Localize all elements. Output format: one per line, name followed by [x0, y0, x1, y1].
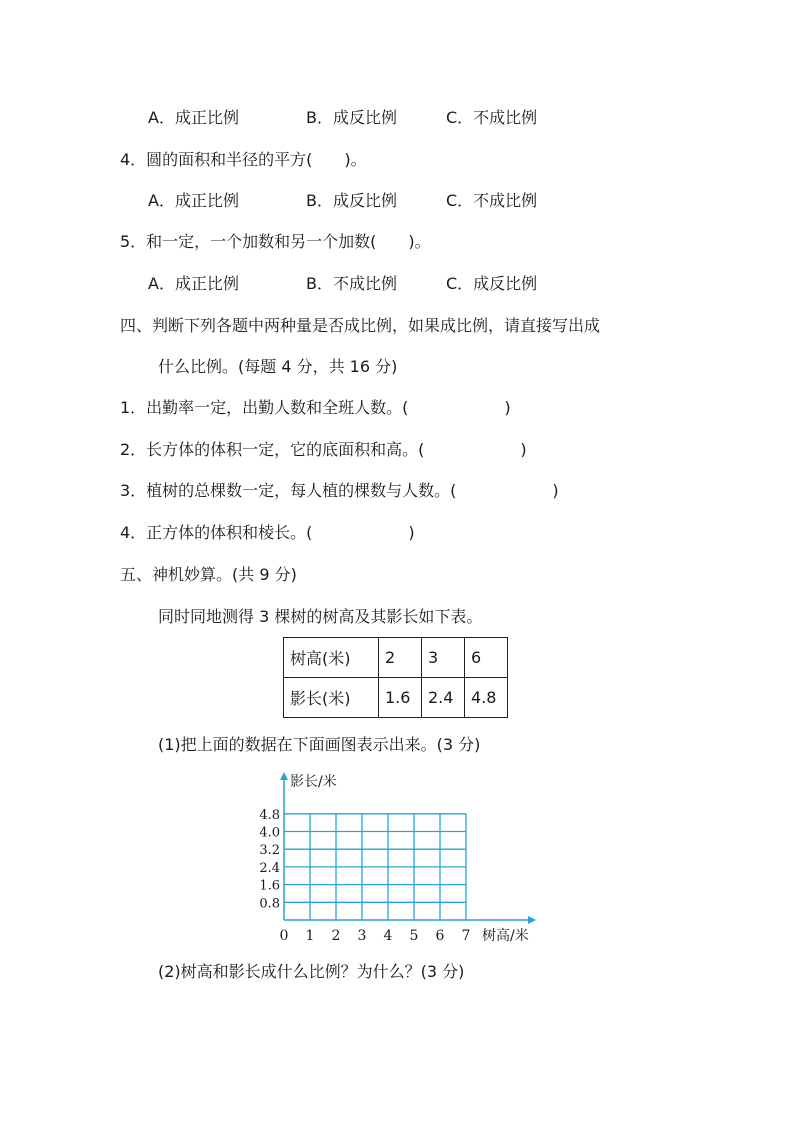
q5-option-c[interactable]: C．成反比例 — [446, 274, 538, 293]
q5-option-b[interactable]: B．不成比例 — [306, 274, 397, 293]
q5-text: 5．和一定，一个加数和另一个加数( )。 — [120, 232, 431, 251]
table-row — [284, 678, 508, 718]
y-tick-label: 2.4 — [259, 860, 280, 876]
section4-item-2[interactable]: 2．长方体的体积一定，它的底面积和高。( ) — [120, 440, 527, 459]
section4-title: 四、判断下列各题中两种量是否成比例，如果成比例，请直接写出成 — [120, 316, 601, 335]
blank-graph-grid[interactable] — [250, 770, 550, 950]
section4-item-4[interactable]: 4．正方体的体积和棱长。( ) — [120, 523, 415, 542]
table-row — [284, 638, 508, 678]
x-tick-label: 3 — [357, 928, 367, 944]
section5-title: 五、神机妙算。(共 9 分) — [120, 565, 297, 584]
x-tick-label: 4 — [383, 928, 393, 944]
y-tick-label: 3.2 — [259, 843, 280, 859]
section5-sub2: (2)树高和影长成什么比例？为什么？(3 分) — [158, 962, 465, 981]
y-tick-label: 1.6 — [259, 878, 280, 894]
table-cell: 1.6 — [379, 678, 422, 718]
section4-subtitle: 什么比例。(每题 4 分，共 16 分) — [158, 357, 398, 376]
table-header-shadow: 影长(米) — [284, 678, 379, 718]
x-tick-label: 7 — [461, 928, 471, 944]
q4-option-c[interactable]: C．不成比例 — [446, 191, 538, 210]
x-tick-label: 6 — [435, 928, 445, 944]
q4-option-b[interactable]: B．成反比例 — [306, 191, 397, 210]
section4-item-1[interactable]: 1．出勤率一定，出勤人数和全班人数。( ) — [120, 398, 511, 417]
y-tick-label: 4.8 — [259, 807, 280, 823]
y-axis-label: 影长/米 — [290, 774, 337, 790]
x-axis-label: 树高/米 — [482, 928, 529, 944]
tree-shadow-table — [283, 637, 508, 718]
q5-option-a[interactable]: A．成正比例 — [148, 274, 239, 293]
x-tick-label: 1 — [305, 928, 315, 944]
table-cell: 2 — [379, 638, 422, 678]
q4-option-a[interactable]: A．成正比例 — [148, 191, 239, 210]
x-tick-label: 0 — [279, 928, 289, 944]
x-tick-label: 2 — [331, 928, 341, 944]
table-cell: 4.8 — [465, 678, 508, 718]
y-tick-label: 0.8 — [259, 896, 280, 912]
table-header-height: 树高(米) — [284, 638, 379, 678]
section5-sub1: (1)把上面的数据在下面画图表示出来。(3 分) — [158, 735, 481, 754]
section4-item-3[interactable]: 3．植树的总棵数一定，每人植的棵数与人数。( ) — [120, 481, 559, 500]
y-tick-label: 4.0 — [259, 825, 280, 841]
q3-option-c[interactable]: C．不成比例 — [446, 108, 538, 127]
q4-text: 4．圆的面积和半径的平方( )。 — [120, 150, 367, 169]
q3-option-b[interactable]: B．成反比例 — [306, 108, 397, 127]
table-cell: 2.4 — [422, 678, 465, 718]
x-tick-label: 5 — [409, 928, 419, 944]
table-cell: 3 — [422, 638, 465, 678]
x-axis-arrow-icon — [528, 916, 536, 924]
q3-option-a[interactable]: A．成正比例 — [148, 108, 239, 127]
table-cell: 6 — [465, 638, 508, 678]
section5-intro: 同时同地测得 3 棵树的树高及其影长如下表。 — [158, 607, 483, 626]
y-axis-arrow-icon — [280, 772, 288, 780]
